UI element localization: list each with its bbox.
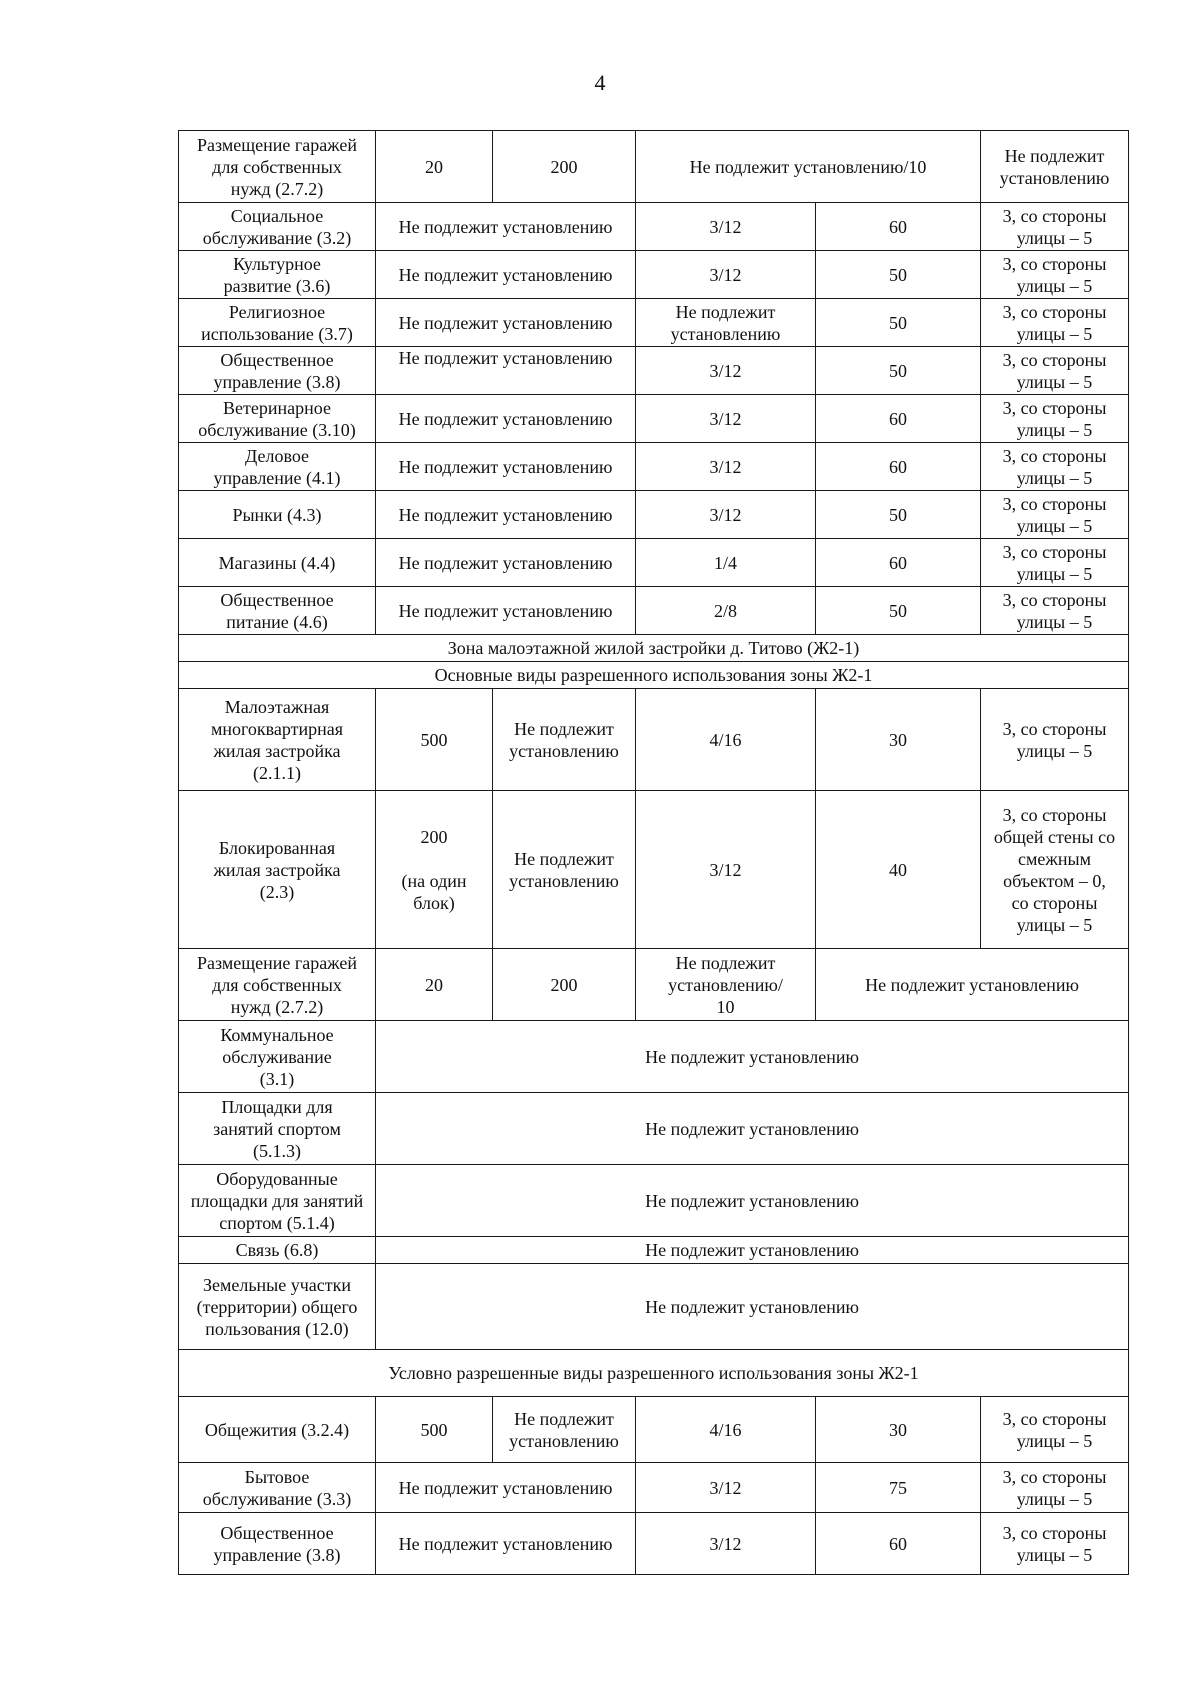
use-name: Малоэтажная многоквартирная жилая застройка (2.1.1) — [179, 689, 376, 791]
floors-height: Не подлежит установлению — [636, 299, 816, 347]
table-row — [179, 587, 1129, 635]
area-limits: Не подлежит установлению — [376, 299, 636, 347]
use-name: Ветеринарное обслуживание (3.10) — [179, 395, 376, 443]
min-area: 20 — [376, 949, 493, 1021]
parameters-merged: Не подлежит установлению — [376, 1021, 1129, 1093]
use-name: Магазины (4.4) — [179, 539, 376, 587]
area-limits: Не подлежит установлению — [376, 443, 636, 491]
floors-height: Не подлежит установлению/ 10 — [636, 949, 816, 1021]
use-name: Размещение гаражей для собственных нужд (2.7.2) — [179, 131, 376, 203]
coverage-percent: 50 — [816, 347, 981, 395]
use-name: Деловое управление (4.1) — [179, 443, 376, 491]
use-name: Общественное управление (3.8) — [179, 347, 376, 395]
table-row — [179, 949, 1129, 1021]
zone-title: Зона малоэтажной жилой застройки д. Титово (Ж2-1) — [179, 635, 1129, 662]
use-name: Бытовое обслуживание (3.3) — [179, 1463, 376, 1513]
area-limits: Не подлежит установлению — [376, 347, 636, 395]
floors-height: 3/12 — [636, 1513, 816, 1575]
coverage-percent: 30 — [816, 1397, 981, 1463]
setback: 3, со стороны улицы – 5 — [981, 1397, 1129, 1463]
floors-height: 2/8 — [636, 587, 816, 635]
use-name: Общежития (3.2.4) — [179, 1397, 376, 1463]
parameters-merged: Не подлежит установлению — [376, 1093, 1129, 1165]
area-limits: Не подлежит установлению — [376, 539, 636, 587]
floors-height: 3/12 — [636, 491, 816, 539]
table-row — [179, 395, 1129, 443]
land-use-table — [178, 130, 1129, 1575]
setback: 3, со стороны улицы – 5 — [981, 1463, 1129, 1513]
coverage-percent: 40 — [816, 791, 981, 949]
table-row — [179, 1513, 1129, 1575]
floors-and-coverage: Не подлежит установлению/10 — [636, 131, 981, 203]
area-limits: Не подлежит установлению — [376, 1463, 636, 1513]
coverage-percent: 50 — [816, 491, 981, 539]
table-row — [179, 1264, 1129, 1350]
floors-height: 4/16 — [636, 689, 816, 791]
setback: 3, со стороны улицы – 5 — [981, 347, 1129, 395]
setback: 3, со стороны улицы – 5 — [981, 395, 1129, 443]
table-row — [179, 791, 1129, 949]
coverage-percent: 60 — [816, 443, 981, 491]
table-row — [179, 1165, 1129, 1237]
section-row — [179, 662, 1129, 689]
use-name: Земельные участки (территории) общего пользования (12.0) — [179, 1264, 376, 1350]
coverage-percent: 60 — [816, 1513, 981, 1575]
setback: 3, со стороны улицы – 5 — [981, 443, 1129, 491]
use-name: Социальное обслуживание (3.2) — [179, 203, 376, 251]
coverage-percent: 60 — [816, 539, 981, 587]
table-row — [179, 689, 1129, 791]
use-name: Общественное управление (3.8) — [179, 1513, 376, 1575]
coverage-percent: 60 — [816, 203, 981, 251]
use-name: Оборудованные площадки для занятий спортом (5.1.4) — [179, 1165, 376, 1237]
floors-height: 3/12 — [636, 1463, 816, 1513]
table-row — [179, 1397, 1129, 1463]
setback: 3, со стороны улицы – 5 — [981, 203, 1129, 251]
coverage-percent: 75 — [816, 1463, 981, 1513]
setback: Не подлежит установлению — [981, 131, 1129, 203]
conditional-uses-heading: Условно разрешенные виды разрешенного использования зоны Ж2-1 — [179, 1350, 1129, 1397]
use-name: Культурное развитие (3.6) — [179, 251, 376, 299]
table-row — [179, 347, 1129, 395]
coverage-percent: 60 — [816, 395, 981, 443]
table-row — [179, 1093, 1129, 1165]
parameters-merged: Не подлежит установлению — [376, 1165, 1129, 1237]
max-area: 200 — [493, 949, 636, 1021]
coverage-and-setback: Не подлежит установлению — [816, 949, 1129, 1021]
max-area: Не подлежит установлению — [493, 689, 636, 791]
table-row — [179, 1021, 1129, 1093]
main-uses-heading: Основные виды разрешенного использования зоны Ж2-1 — [179, 662, 1129, 689]
use-name: Религиозное использование (3.7) — [179, 299, 376, 347]
setback: 3, со стороны улицы – 5 — [981, 587, 1129, 635]
area-limits: Не подлежит установлению — [376, 203, 636, 251]
table-row — [179, 539, 1129, 587]
use-name: Блокированная жилая застройка (2.3) — [179, 791, 376, 949]
floors-height: 1/4 — [636, 539, 816, 587]
table-row — [179, 203, 1129, 251]
coverage-percent: 50 — [816, 251, 981, 299]
setback: 3, со стороны улицы – 5 — [981, 299, 1129, 347]
coverage-percent: 50 — [816, 299, 981, 347]
min-area: 500 — [376, 689, 493, 791]
setback: 3, со стороны улицы – 5 — [981, 251, 1129, 299]
max-area: 200 — [493, 131, 636, 203]
setback: 3, со стороны улицы – 5 — [981, 539, 1129, 587]
use-name: Связь (6.8) — [179, 1237, 376, 1264]
zone-title-row — [179, 635, 1129, 662]
setback: 3, со стороны улицы – 5 — [981, 689, 1129, 791]
use-name: Площадки для занятий спортом (5.1.3) — [179, 1093, 376, 1165]
floors-height: 3/12 — [636, 791, 816, 949]
table-row — [179, 491, 1129, 539]
area-limits: Не подлежит установлению — [376, 395, 636, 443]
use-name: Общественное питание (4.6) — [179, 587, 376, 635]
setback: 3, со стороны улицы – 5 — [981, 491, 1129, 539]
table-row — [179, 443, 1129, 491]
floors-height: 3/12 — [636, 347, 816, 395]
floors-height: 3/12 — [636, 203, 816, 251]
floors-height: 3/12 — [636, 251, 816, 299]
area-limits: Не подлежит установлению — [376, 587, 636, 635]
table-row — [179, 131, 1129, 203]
table-row — [179, 299, 1129, 347]
area-limits: Не подлежит установлению — [376, 1513, 636, 1575]
table-row — [179, 1237, 1129, 1264]
table-row — [179, 251, 1129, 299]
min-area: 500 — [376, 1397, 493, 1463]
max-area: Не подлежит установлению — [493, 791, 636, 949]
min-area: 200 (на один блок) — [376, 791, 493, 949]
max-area: Не подлежит установлению — [493, 1397, 636, 1463]
parameters-merged: Не подлежит установлению — [376, 1264, 1129, 1350]
area-limits: Не подлежит установлению — [376, 251, 636, 299]
use-name: Рынки (4.3) — [179, 491, 376, 539]
section-row — [179, 1350, 1129, 1397]
floors-height: 3/12 — [636, 395, 816, 443]
use-name: Размещение гаражей для собственных нужд (2.7.2) — [179, 949, 376, 1021]
coverage-percent: 50 — [816, 587, 981, 635]
parameters-merged: Не подлежит установлению — [376, 1237, 1129, 1264]
page-number: 4 — [594, 70, 606, 95]
floors-height: 4/16 — [636, 1397, 816, 1463]
table-row — [179, 1463, 1129, 1513]
floors-height: 3/12 — [636, 443, 816, 491]
setback: 3, со стороны улицы – 5 — [981, 1513, 1129, 1575]
min-area: 20 — [376, 131, 493, 203]
use-name: Коммунальное обслуживание (3.1) — [179, 1021, 376, 1093]
coverage-percent: 30 — [816, 689, 981, 791]
area-limits: Не подлежит установлению — [376, 491, 636, 539]
setback: 3, со стороны общей стены со смежным объектом – 0, со стороны улицы – 5 — [981, 791, 1129, 949]
